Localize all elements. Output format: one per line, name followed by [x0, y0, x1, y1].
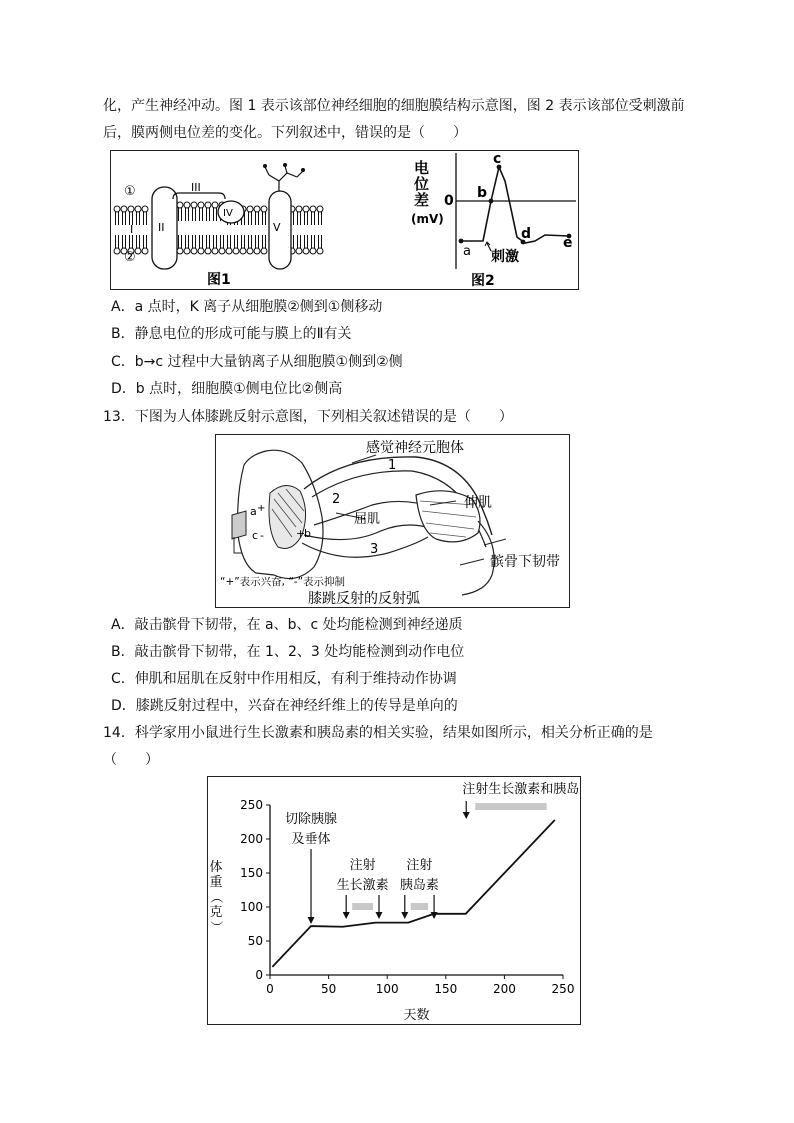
y-label-char2: 位 — [414, 175, 430, 193]
nerve-2-label: 2 — [332, 492, 341, 507]
x-tick-label: 50 — [320, 982, 337, 996]
sensory-neuron-label: 感觉神经元胞体 — [366, 440, 464, 456]
sign-legend: “+”表示兴奋, “-”表示抑制 — [220, 576, 346, 588]
q13-figure — [215, 434, 570, 608]
chart-annotations — [285, 781, 580, 924]
arrow-inject-start-head — [343, 912, 350, 919]
q13-option-a: A．敲击髌骨下韧带，在 a、b、c 处均能检测到神经递质 — [111, 617, 463, 633]
label-iii: III — [191, 181, 201, 194]
injection-both-bar — [475, 803, 546, 810]
glycoprotein-chain — [265, 166, 303, 191]
point-b-label: b — [477, 185, 488, 201]
q13-option-b: B．敲击髌骨下韧带，在 1、2、3 处均能检测到动作电位 — [111, 644, 465, 660]
arrow-inject-start-head — [401, 912, 408, 919]
minus-sign-c: - — [260, 529, 264, 542]
y-label-char1: 电 — [414, 159, 430, 177]
protein-ii — [152, 187, 177, 269]
arrow-inject-end-head — [375, 912, 382, 919]
q12-stem-line1: 化，产生神经冲动。图 1 表示该部位神经细胞的细胞膜结构示意图，图 2 表示该部位受刺激前 — [103, 98, 685, 114]
q14-figure — [207, 776, 581, 1025]
x-axis-label: 天数 — [403, 1008, 430, 1023]
q12-option-d: D．b 点时，细胞膜①侧电位比②侧高 — [111, 381, 343, 397]
body-weight-chart — [208, 777, 580, 1024]
x-tick-label: 200 — [492, 982, 516, 996]
label-i: I — [130, 223, 134, 236]
chart-ticks — [240, 798, 574, 996]
injection-period-bar — [352, 903, 373, 910]
fig2-caption: 图2 — [471, 273, 495, 289]
point-d-label: d — [521, 226, 532, 242]
plus-sign-a: + — [257, 503, 266, 514]
membrane-potential-figure — [111, 151, 578, 289]
annotation-inject-label-1: 注射 — [349, 858, 376, 873]
y-label-char3: 差 — [414, 191, 430, 209]
q14-stem-line1: 14．科学家用小鼠进行生长激素和胰岛素的相关实验，结果如图所示，相关分析正确的是 — [103, 725, 653, 741]
synapse-a-label: a — [250, 505, 257, 518]
knee-reflex-arc — [216, 435, 569, 607]
x-tick-label: 250 — [551, 982, 575, 996]
label-ii: II — [158, 221, 165, 234]
plus-sign-b: + — [296, 527, 306, 540]
side-1-label: ① — [124, 184, 136, 199]
ligament-label: 髌骨下韧带 — [490, 554, 560, 570]
zero-label: 0 — [444, 193, 454, 209]
q12-stem-line2: 后，膜两侧电位差的变化。下列叙述中，错误的是（ ） — [103, 125, 467, 141]
point-c-label: c — [493, 151, 502, 167]
y-axis-label-char: ） — [208, 920, 223, 934]
q12-option-b: B．静息电位的形成可能与膜上的Ⅱ有关 — [111, 326, 352, 342]
reflex-arc-title: 膝跳反射的反射弧 — [308, 591, 420, 607]
y-tick-label: 150 — [240, 866, 263, 880]
y-tick-label: 200 — [240, 832, 263, 846]
q14-stem-line2: （ ） — [103, 752, 159, 768]
arrow-remove-head — [308, 917, 315, 924]
annotation-both-label: 注射生长激素和胰岛素 — [462, 782, 580, 797]
synapse-c-label: c — [252, 529, 259, 542]
y-axis-label — [208, 859, 223, 934]
point-a-label: a — [463, 244, 471, 259]
arrow-both-start-head — [463, 812, 470, 819]
annotation-remove-label-2: 及垂体 — [291, 832, 331, 847]
y-tick-label: 0 — [255, 968, 263, 982]
y-tick-label: 50 — [247, 934, 263, 948]
x-tick-label: 150 — [434, 982, 458, 996]
stimulus-label: 刺激 — [491, 249, 519, 265]
q12-figure — [110, 150, 579, 290]
x-tick-label: 100 — [375, 982, 399, 996]
annotation-inject-label-2: 胰岛素 — [399, 878, 439, 893]
label-iv: IV — [223, 208, 233, 219]
y-axis-label-char: 体 — [209, 860, 223, 875]
nerve-3-label: 3 — [370, 542, 379, 557]
y-axis-label-char: （ — [208, 890, 223, 904]
injection-period-bar — [411, 903, 428, 910]
point-e-label: e — [563, 235, 573, 251]
potential-graph — [411, 151, 576, 289]
y-axis-label-char: 重 — [209, 875, 223, 890]
unit-label: (mV) — [411, 212, 444, 226]
y-tick-label: 250 — [240, 798, 263, 812]
extensor-label: 伸肌 — [464, 495, 492, 511]
fig1-caption: 图1 — [207, 272, 231, 288]
y-tick-label: 100 — [240, 900, 263, 914]
side-2-label: ② — [124, 250, 136, 265]
flexor-label: 屈肌 — [354, 512, 381, 527]
cell-membrane-diagram — [114, 163, 323, 288]
annotation-inject-label-1: 注射 — [406, 858, 433, 873]
q12-option-c: C．b→c 过程中大量钠离子从细胞膜①侧到②侧 — [111, 354, 403, 370]
q12-option-a: A．a 点时，K 离子从细胞膜②侧到①侧移动 — [111, 299, 383, 315]
x-tick-label: 0 — [266, 982, 274, 996]
synapse-b-label: b — [304, 527, 311, 540]
nerve-1-label: 1 — [388, 458, 397, 473]
q13-stem: 13．下图为人体膝跳反射示意图，下列相关叙述错误的是（ ） — [103, 409, 513, 425]
action-potential-curve — [459, 167, 569, 243]
annotation-remove-label-1: 切除胰腺 — [285, 812, 338, 827]
q13-option-c: C．伸肌和屈肌在反射中作用相反，有利于维持动作协调 — [111, 671, 457, 687]
y-axis-label-char: 克 — [209, 905, 223, 920]
q13-option-d: D．膝跳反射过程中，兴奋在神经纤维上的传导是单向的 — [111, 698, 458, 714]
label-v: V — [273, 221, 281, 234]
annotation-inject-label-2: 生长激素 — [336, 878, 389, 893]
